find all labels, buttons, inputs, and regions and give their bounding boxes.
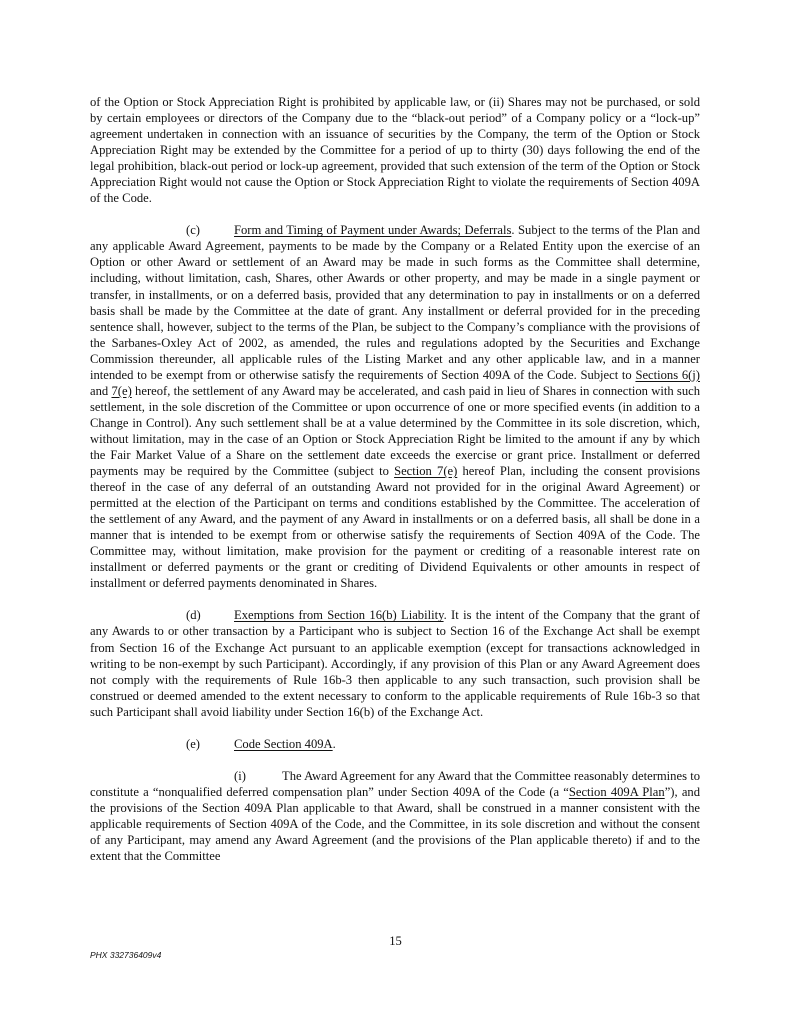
section-e-i-label: (i) [234, 768, 246, 783]
paragraph-continuation: of the Option or Stock Appreciation Right is prohibited by applicable law, or (ii) Shares may not be purchased, or sold by certain employees or directors of the Company due to the “black-out period” of a Company policy or a “lock-up” agreement undertaken in connection with an issuance of securities by the Company, the term of the Option or Stock Appreciation Right may be extended by the Committee for a period of up to thirty (30) days following the end of the legal prohibition, black-out period or lock-up agreement, provided that such extension of the term of the Option or Stock Appreciation Right would not cause the Option or Stock Appreciation Right to violate the requirements of Section 409A of the Code. [90, 95, 700, 206]
section-c-text: hereof, the settlement of any Award may be accelerated, and cash paid in lieu of Shares in connection with such settlement, in the sole discretion of the Committee or upon occurrence of one or more specified events (in addition to a Change in Control). Any such settlement shall be at a value determined by the Committee in its sole discretion, which, without limitation, may in the case of an Option or Stock Appreciation Right be limited to the amount if any by which the Fair Market Value of a Share on the settlement date exceeds the exercise or grant price. Installment or deferred payments may be required by the Committee (subject to [90, 383, 700, 479]
section-d-text: . It is the intent of the Company that the grant of any Awards to or other transaction by a Participant who is subject to Section 16 of the Exchange Act shall be exempt from Section 16 of the Exchange Act pursuant to an applicable exemption (except for transactions acknowledged in writing to be non-exempt by such Participant). Accordingly, if any provision of this Plan or any Award Agreement does not comply with the requirements of Rule 16b-3 then applicable to any such transaction, such provision shall be construed or deemed amended to the extent necessary to conform to the applicable requirements of Rule 16b-3 so that such Participant shall avoid liability under Section 16(b) of the Exchange Act. [90, 608, 700, 719]
section-d-heading: Exemptions from Section 16(b) Liability [234, 608, 444, 623]
document-body [90, 94, 700, 864]
section-e-i-text: ”), and the provisions of the Section 409A Plan applicable to that Award, shall be construed in a manner consistent with the applicable requirements of Section 409A of the Code, and the Committee, in its sole discretion and without the consent of any Participant, may amend any Award Agreement (and the provisions of the Plan applicable thereto) if and to the extent that the Committee [90, 784, 700, 864]
document-id: PHX 332736409v4 [90, 950, 162, 960]
section-c-label: (c) [186, 223, 200, 238]
section-c-text: and [90, 383, 112, 398]
section-d-paragraph [90, 607, 700, 719]
section-e-i-paragraph [90, 768, 700, 864]
defined-term-section-409a-plan: Section 409A Plan [568, 784, 665, 799]
section-ref-6j: Sections 6(j) [635, 367, 700, 382]
section-d-label: (d) [186, 608, 201, 623]
section-c-text: hereof Plan, including the consent provisions thereof in the case of any deferral of an outstanding Award not provided for in the original Award Agreement) or permitted at the election of the Participant on terms and conditions established by the Committee. The acceleration of the settlement of any Award, and the payment of any Award in installments or on a deferred basis, all shall be done in a manner that is intended to be exempt from or otherwise satisfy the requirements of Section 409A of the Code. The Committee may, without limitation, make provision for the payment or crediting of a reasonable interest rate on installment or deferred payments or the grant or crediting of Dividend Equivalents or other amounts in respect of installment or deferred payments denominated in Shares. [90, 464, 701, 591]
section-c-paragraph [90, 222, 700, 591]
section-e-i-text: The Award Agreement for any Award that the Committee reasonably determines to constitute a “nonqualified deferred compensation plan” under Section 409A of the Code (a “ [90, 768, 700, 799]
section-ref-7e: 7(e) [111, 383, 132, 398]
section-e-heading-line [90, 736, 700, 752]
section-c-heading: Form and Timing of Payment under Awards; Deferrals [234, 223, 512, 238]
section-ref-7e-second: Section 7(e) [394, 464, 458, 479]
section-c-text: . Subject to the terms of the Plan and any applicable Award Agreement, payments to be made by the Company or a Related Entity upon the exercise of an Option or other Award or settlement of an Award may be made in such forms as the Committee shall determine, including, without limitation, cash, Shares, other Awards or other property, and may be made in a single payment or transfer, in installments, or on a deferred basis, provided that any determination to pay in installments or on a deferred basis shall be made by the Committee at the date of grant. Any installment or deferral provided for in the preceding sentence shall, however, subject to the terms of the Plan, be subject to the Company’s compliance with the provisions of the Sarbanes-Oxley Act of 2002, as amended, the rules and regulations adopted by the Securities and Exchange Commission thereunder, all applicable rules of the Listing Market and any other applicable law, and in a manner intended to be exempt from or otherwise satisfy the requirements of Section 409A of the Code. Subject to [90, 223, 700, 382]
section-e-label: (e) [186, 736, 200, 751]
section-e-period: . [332, 736, 336, 751]
section-e-heading: Code Section 409A [234, 736, 333, 751]
page-number: 15 [389, 934, 402, 948]
